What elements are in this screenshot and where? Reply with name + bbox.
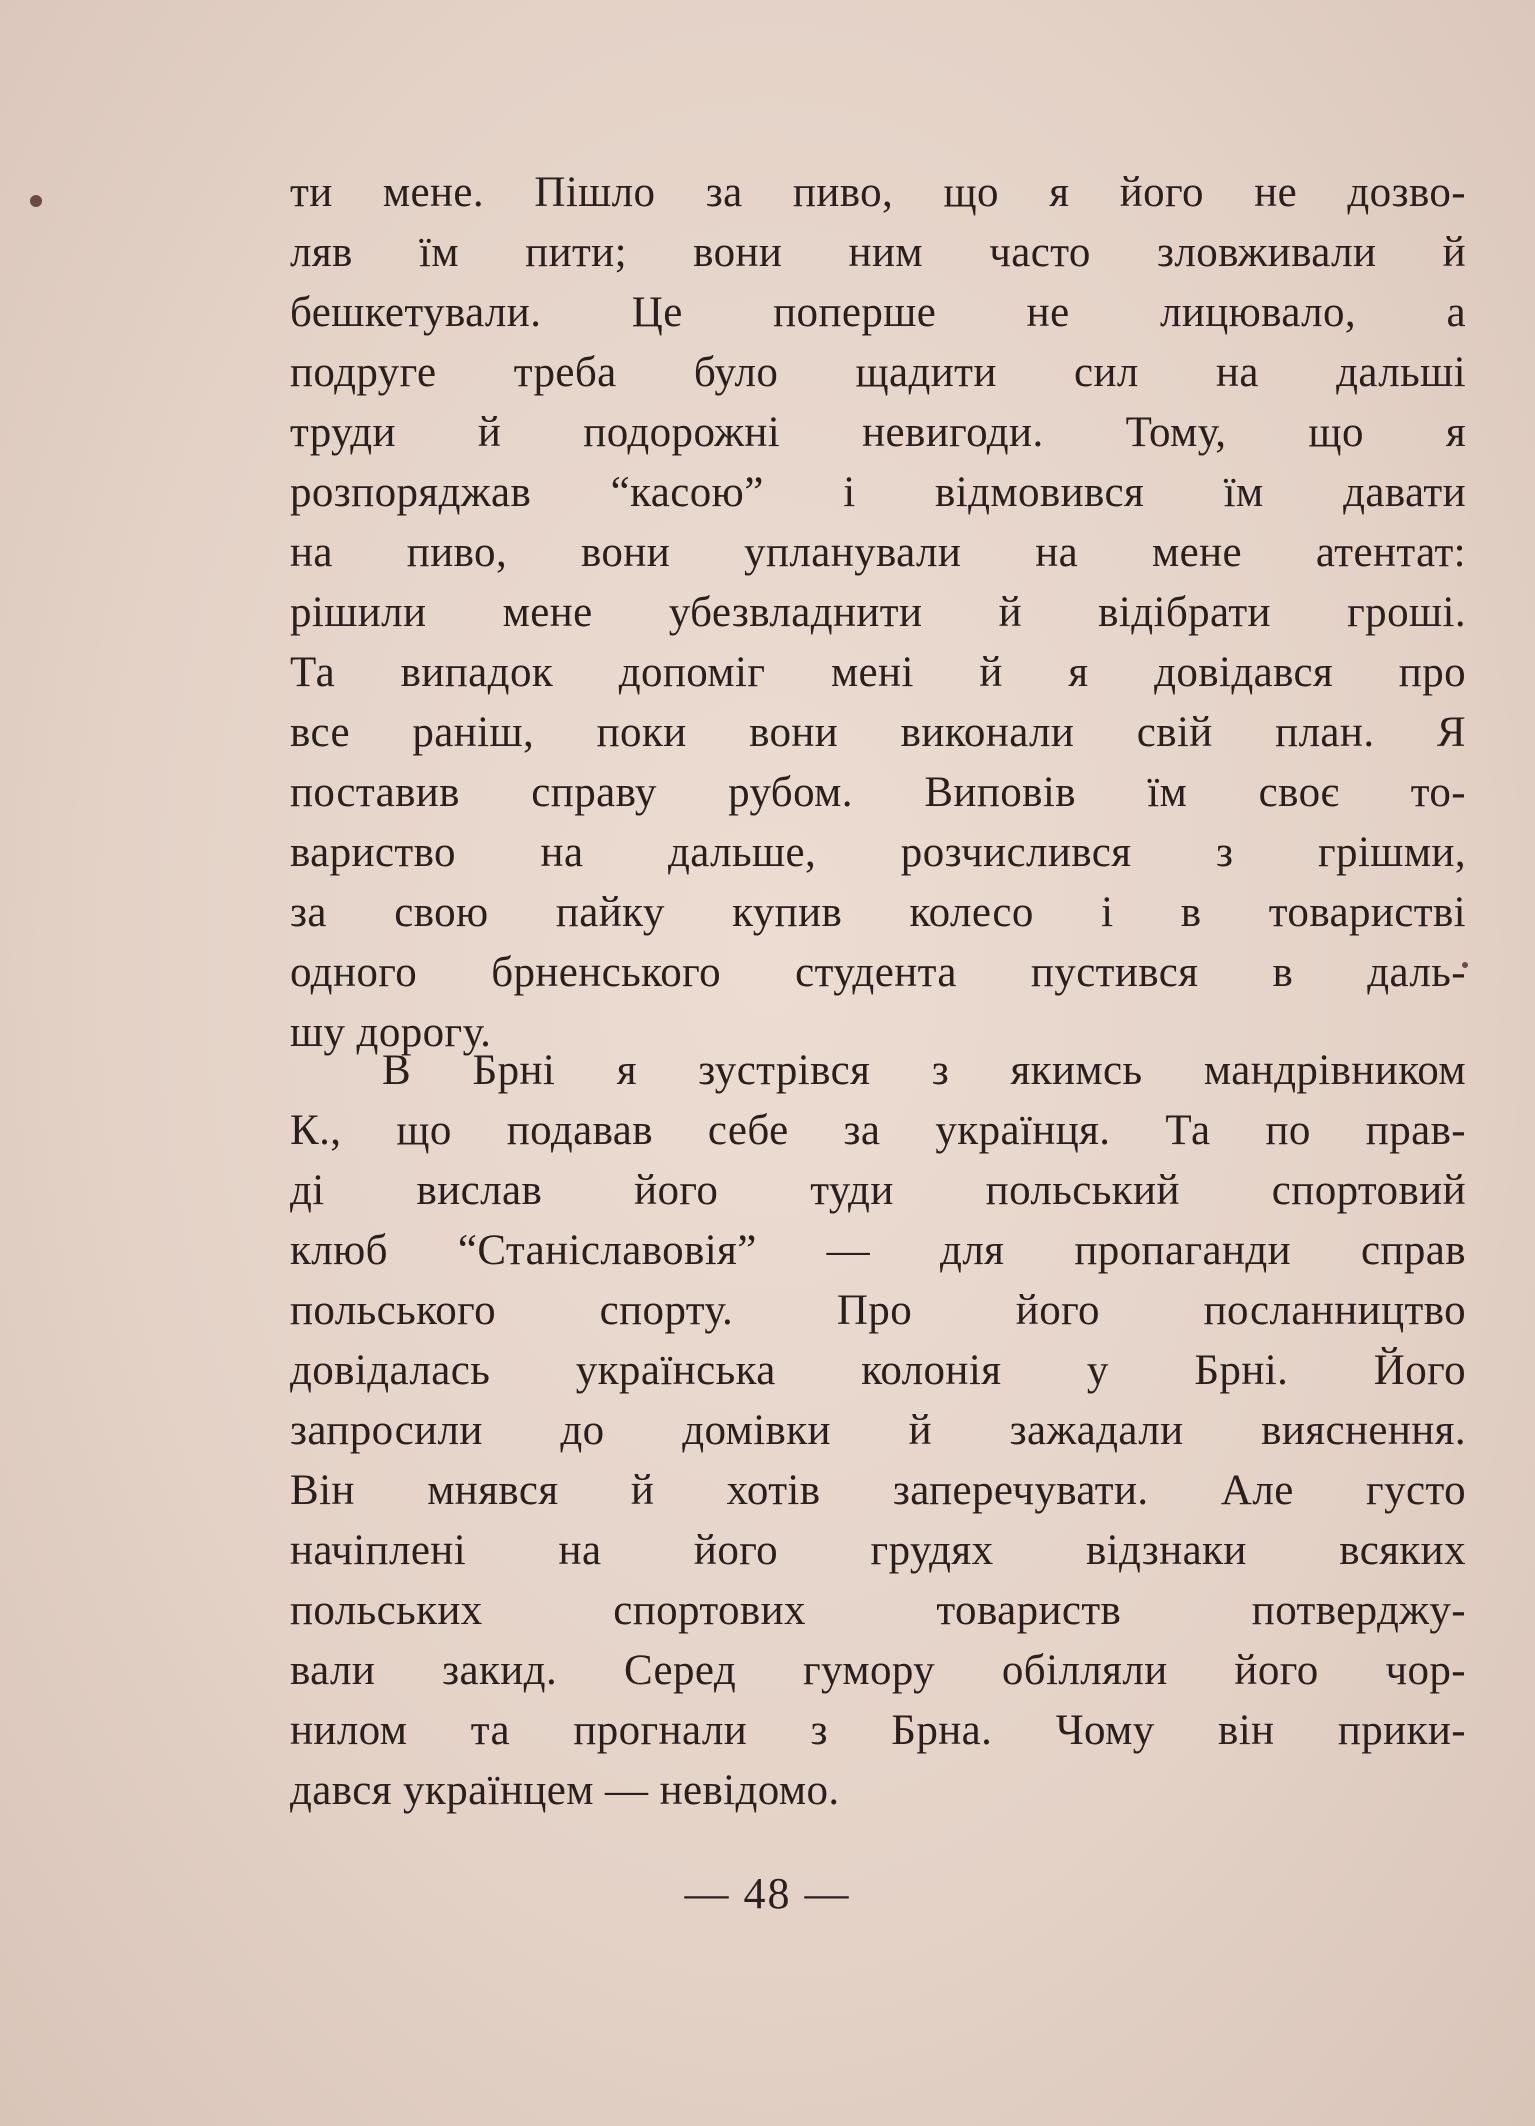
- text-line: польських спортових товариств потверджу-: [290, 1587, 1466, 1634]
- text-line: начіплені на його грудях відзнаки всяких: [290, 1527, 1466, 1574]
- text-line: запросили до домівки й зажадали вияснення.: [290, 1407, 1466, 1454]
- text-line: за свою пайку купив колесо і в товаристві: [290, 889, 1466, 936]
- ink-speck: [30, 195, 42, 207]
- text-line: все раніш, поки вони виконали свій план. Я: [290, 709, 1466, 756]
- text-line: поставив справу рубом. Виповів їм своє то-: [290, 769, 1466, 816]
- text-line: клюб “Станіславовія” — для пропаганди справ: [290, 1227, 1466, 1274]
- text-line: довідалась українська колонія у Брні. Його: [290, 1347, 1466, 1394]
- text-line: польського спорту. Про його посланництво: [290, 1287, 1466, 1334]
- text-line: труди й подорожні невигоди. Тому, що я: [290, 409, 1466, 456]
- text-line: В Брні я зустрівся з якимсь мандрівником: [382, 1047, 1466, 1094]
- paragraph-1: [290, 163, 1466, 1063]
- text-line: К., що подавав себе за українця. Та по прав-: [290, 1107, 1466, 1154]
- text-line: шу дорогу.: [290, 1009, 492, 1056]
- text-line: бешкетували. Це поперше не лицювало, а: [290, 289, 1466, 336]
- paragraph-2: [290, 1041, 1466, 1821]
- text-line: ді вислав його туди польський спортовий: [290, 1167, 1466, 1214]
- text-line: ти мене. Пішло за пиво, що я його не дозво-: [290, 169, 1466, 216]
- text-line: подруге треба було щадити сил на дальші: [290, 349, 1466, 396]
- text-line: дався українцем — невідомо.: [290, 1767, 840, 1814]
- text-line: на пиво, вони упланували на мене атентат:: [290, 529, 1466, 576]
- text-line: рішили мене убезвладнити й відібрати гроші.: [290, 589, 1466, 636]
- text-line: розпоряджав “касою” і відмовився їм давати: [290, 469, 1466, 516]
- text-line: вали закид. Серед гумору обілляли його чор-: [290, 1647, 1466, 1694]
- text-line: вариство на дальше, розчислився з грішми,: [290, 829, 1466, 876]
- text-line: ляв їм пити; вони ним часто зловживали й: [290, 229, 1466, 276]
- text-line: нилом та прогнали з Брна. Чому він прики-: [290, 1707, 1466, 1754]
- text-line: одного брненського студента пустився в даль-: [290, 949, 1466, 996]
- page-number: — 48 —: [684, 1869, 851, 1918]
- text-line: Він мнявся й хотів заперечувати. Але густо: [290, 1467, 1466, 1514]
- text-line: Та випадок допоміг мені й я довідався про: [290, 649, 1466, 696]
